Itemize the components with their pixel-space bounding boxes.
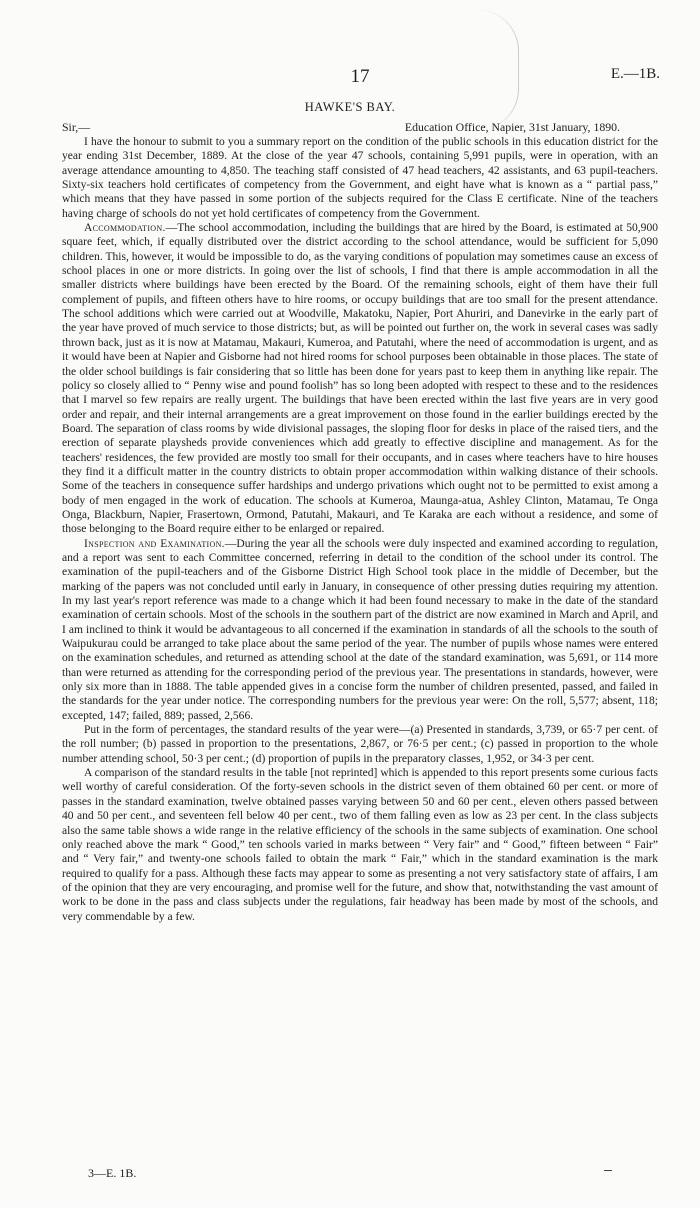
paragraph-text: —The school accommodation, including the buildings that are hired by the Board, is estimated at 50,900 square feet, which, if equally distributed over the district according to the school attendance, would be sufficient for 5,090 children. This, however, it would be impossible to do, as the varying conditions of population may sometimes cause an excess of school places in one or more districts. In going over the list of schools, I find that there is ample accommodation in all the smaller districts where buildings have been erected by the Board. Of the remaining schools, eight of them have their full complement of pupils, and fifteen others have to hire rooms, or occupy buildings that are too small for the present attendance. The school additions which were carried out at Woodville, Makatoku, Napier, Port Ahuriri, and Danevirke in the early part of the year have proved of much service to those districts; but, as will be pointed out further on, the work in several cases was sadly thrown back, just as it is now at Matamau, Makauri, Kumeroa, and Patutahi, where the need of accommodation is urgent, and as it would have been at Napier and Gisborne had not hired rooms for school purposes been obtainable in those places. The state of the older school buildings is fair considering that so little has been done for years past to keep them in anything like repair. The policy so closely allied to “ Penny wise and pound foolish” has so long been adopted with respect to these and to the residences that I marvel so few repairs are really urgent. The buildings that have been erected within the last five years are in very good order and repair, and their internal arrangements are a great improvement on those found in the earlier buildings erected by the Board. The separation of class rooms by wide divisional passages, the sloping floor for desks in place of the raised tiers, and the erection of separate playsheds provide conveniences which add greatly to effective discipline and management. As for the teachers' residences, the few provided are mostly too small for their occupants, and in cases where teachers have to hire houses they find it a difficult matter in the country districts to obtain proper accommodation within walking distance of their schools. Some of the teachers in consequence suffer hardships and undergo privations which ought not to be permitted to exist among a body of men engaged in the work of education. The schools at Kumeroa, Maunga-atua, Ashley Clinton, Matamau, Te Onga Onga, Blackburn, Napier, Frasertown, Ormond, Patutahi, Makauri, and Te Karaka are each without a residence, and some of those belonging to the Board require either to be enlarged or repaired. <box>62 222 658 536</box>
report-title: HAWKE'S BAY. <box>304 100 396 114</box>
page-number: 17 <box>350 66 370 87</box>
document-reference: E.—1B. <box>610 66 660 82</box>
paragraph-text: A comparison of the standard results in the table [not reprinted] which is appended to this report presents some curious facts well worthy of careful consideration. Of the forty-seven schools in the district seven of them obtained 60 per cent. or more of passes in the standard examination, twelve obtained passes varying between 50 and 60 per cent., eleven others passed between 40 and 50 per cent., and seventeen fell below 40 per cent., two of them falling even as low as 23 per cent. In the class subjects also the same table shows a wide range in the relative efficiency of the schools in the same subjects of examination. One school only reached above the mark “ Good,” ten schools varied in marks between “ Very fair” and “ Good,” fifteen between “ Fair” and “ Very fair,” and twenty-one schools failed to obtain the mark “ Fair,” which in the standard examination is the mark required to qualify for a pass. Although these facts may appear to some as presenting a not very satisfactory state of affairs, I am of the opinion that they are very encouraging, and promise well for the future, and show that, notwithstanding the vast amount of work to be done in the pass and class subjects under the regulations, fair headway has been made by most of the schools, and very commendable by a few. <box>62 767 658 923</box>
paragraph-accommodation <box>62 221 658 537</box>
salutation: Sir,— <box>62 120 91 134</box>
paragraph-text: Put in the form of percentages, the standard results of the year were—(a) Presented in standards, 3,739, or 65·7 per cent. of the roll number; (b) passed in proportion to the presentations, 2,867, or 76·5 per cent.; (c) passed in proportion to the whole number attending school, 50·3 per cent.; (d) proportion of pupils in the preparatory classes, 1,952, or 34·3 per cent. <box>62 724 658 765</box>
sender-address: Education Office, Napier, 31st January, 1890. <box>404 120 620 134</box>
footer-dash <box>604 1170 612 1171</box>
paragraph-introduction <box>62 135 658 221</box>
page-footer-signature: 3—E. 1B. <box>88 1166 137 1180</box>
report-body <box>62 135 658 924</box>
section-heading-inspection: Inspection and Examination. <box>84 537 225 550</box>
section-heading-accommodation: Accommodation. <box>84 222 166 235</box>
paragraph-comparison <box>62 766 658 924</box>
paragraph-text: —During the year all the schools were duly inspected and examined according to regulation, and a report was sent to each Committee concerned, referring in detail to the condition of the school under its control. The examination of the pupil-teachers and of the Gisborne District High School took place in the middle of December, but the marking of the papers was not concluded until early in January, in consequence of other pressing duties requiring my attention. In my last year's report reference was made to a change which it had been found necessary to make in the date of the standard examination of certain schools. Most of the schools in the southern part of the district are now examined in March and April, and I am inclined to think it would be advantageous to all concerned if the examination in standards of all the schools to the south of Waipukurau could be arranged to take place about the same period of the year. The number of pupils whose names were entered on the examination schedules, and returned as attending school at the date of the standard examination, was 5,691, or 114 more than were returned as attending for the corresponding period of the previous year. The presentations in standards, however, were only six more than in 1888. The table appended gives in a concise form the number of children presented, passed, and failed in the standards for the year under notice. The corresponding numbers for the previous year were: On the roll, 5,577; absent, 118; excepted, 147; failed, 889; passed, 2,566. <box>62 537 658 722</box>
page-header <box>60 66 660 88</box>
paragraph-text: I have the honour to submit to you a summary report on the condition of the public schools in this education district for the year ending 31st December, 1889. At the close of the year 47 schools, containing 5,991 pupils, were in operation, with an average attendance amounting to 4,850. The teaching staff consisted of 47 head teachers, 42 assistants, and 63 pupil-teachers. Sixty-six teachers hold certificates of competency from the Government, and eight have what is known as a “ partial pass,” which means that they have passed in some portion of the subjects required for the Class E certificate. Nine of the teachers having charge of schools do not yet hold certificates of competency from the Government. <box>62 136 658 220</box>
paragraph-inspection <box>62 537 658 723</box>
paragraph-percentages <box>62 723 658 766</box>
